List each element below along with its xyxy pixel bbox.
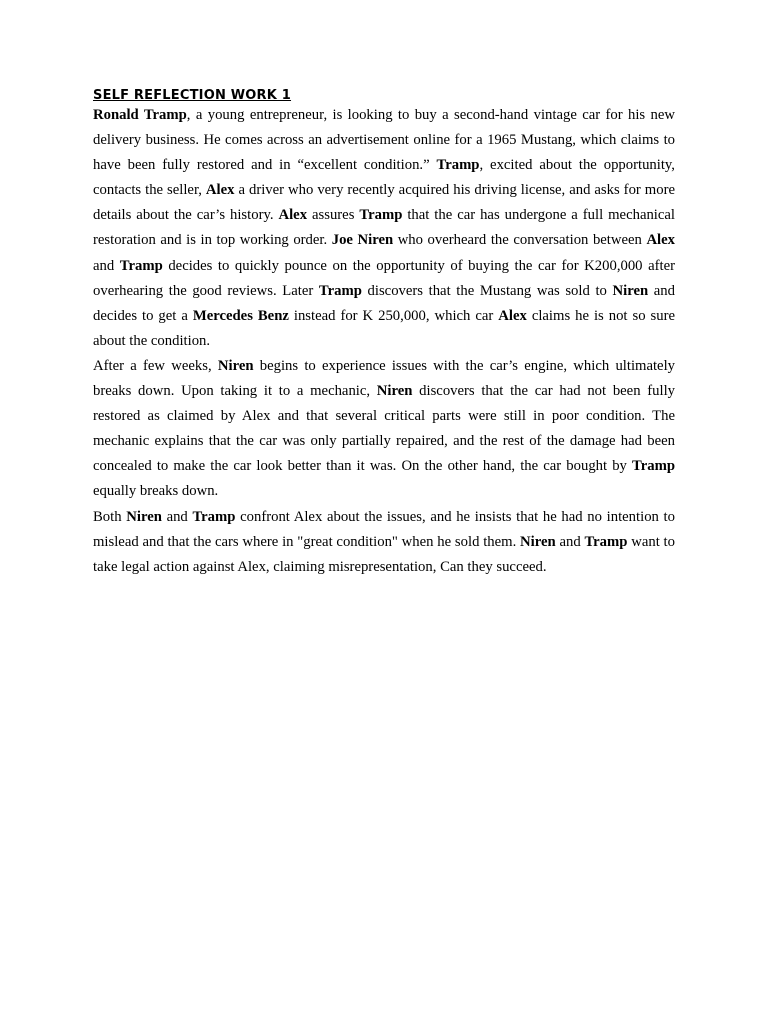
text-run: claims he is not so sure about the condition.	[93, 307, 675, 349]
text-run: , a young entrepreneur, is looking to buy a second-hand vintage car for his new delivery business. He comes across an advertisement online for a 1965 Mustang, which claims to have been fully restored and in “excellent condition.”	[93, 107, 675, 174]
text-run: decides to quickly pounce on the opportunity of buying the car for K200,000 after overhearing the good reviews. Later	[93, 257, 675, 299]
document-body	[93, 103, 675, 580]
bold-name: Alex	[498, 307, 527, 324]
document-heading: SELF REFLECTION WORK 1	[93, 88, 292, 103]
bold-name: Tramp	[632, 458, 675, 475]
bold-name: Alex	[205, 182, 235, 199]
bold-name: Niren	[520, 533, 556, 550]
text-run: confront Alex about the issues, and he insists that he had no intention to mislead and that the cars where in "great condition" when he sold them.	[93, 508, 675, 550]
paragraph-1	[93, 103, 675, 354]
bold-name: Ronald Tramp	[93, 107, 187, 123]
bold-name: Tramp	[359, 207, 403, 224]
text-run: and	[93, 257, 120, 274]
bold-name: Tramp	[119, 257, 163, 274]
text-run: and decides to get a	[93, 282, 675, 324]
text-run: After a few weeks,	[93, 357, 218, 374]
bold-name: Niren	[612, 282, 649, 299]
bold-name: Niren	[376, 383, 413, 400]
text-run: assures	[307, 207, 360, 224]
bold-name: Tramp	[192, 508, 236, 525]
paragraph-3	[93, 505, 675, 580]
text-run: who overheard the conversation between	[393, 232, 647, 249]
bold-name: Tramp	[436, 157, 480, 174]
text-run: begins to experience issues with the car’s engine, which ultimately breaks down. Upon taking it to a mechanic,	[93, 357, 675, 400]
paragraph-2	[93, 354, 675, 505]
text-run: a driver who very recently acquired his driving license, and asks for more details about the car’s history.	[93, 182, 675, 224]
bold-name: Niren	[217, 357, 254, 374]
bold-name: Alex	[646, 232, 675, 249]
bold-name: Joe Niren	[331, 232, 394, 249]
text-run: want to take legal action against Alex, claiming misrepresentation, Can they succeed.	[93, 533, 675, 575]
document-page	[93, 88, 675, 580]
bold-name: Niren	[126, 508, 162, 525]
text-run: equally breaks down.	[93, 483, 219, 500]
bold-name: Tramp	[318, 282, 362, 299]
bold-name: Alex	[278, 207, 308, 224]
text-run: and	[555, 533, 585, 550]
text-run: and	[161, 508, 193, 525]
text-run: , excited about the opportunity, contacts the seller,	[93, 157, 675, 199]
bold-name: Mercedes Benz	[192, 307, 289, 324]
text-run: Both	[93, 508, 127, 525]
text-run: discovers that the Mustang was sold to	[361, 282, 613, 299]
text-run: discovers that the car had not been fully restored as claimed by Alex and that several critical parts were still in poor condition. The mechanic explains that the car was only partially repaired, and the rest of the damage had been concealed to make the car look better than it was. On the other hand, the car bought by	[93, 383, 675, 475]
bold-name: Tramp	[584, 533, 628, 550]
text-run: instead for K 250,000, which car	[288, 307, 499, 324]
text-run: that the car has undergone a full mechanical restoration and is in top working order.	[93, 207, 676, 249]
